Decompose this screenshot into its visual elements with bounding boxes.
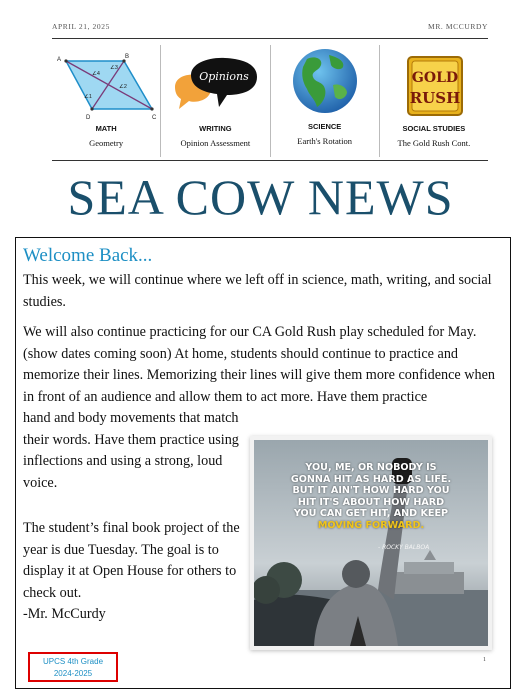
angle-4-label: ∠4 [92,71,100,77]
parallelogram-diagram-icon [52,53,161,121]
globe-icon [271,45,380,117]
subject-writing [161,45,270,157]
subject-social-studies [380,45,488,157]
gold-rush-logo-icon [380,51,489,123]
quote-line: HIT IT'S ABOUT HOW HARD [297,496,445,508]
angle-2-label: ∠2 [119,84,127,90]
opinions-bubble-text: Opinions [199,70,250,83]
subjects-row [52,45,488,157]
newsletter-masthead: SEA COW NEWS [67,169,454,225]
rush-logo-text: RUSH [409,89,461,107]
signature: -Mr. McCurdy [23,606,106,622]
article-paragraph-3: hand and body movements that match their words. Have them practice using inflections and using a strong, loud voice. [23,410,239,491]
class-label-line2: 2024-2025 [53,669,93,678]
article-paragraph-2: We will also continue practicing for our CA Gold Rush play scheduled for May. (show dates coming soon) At home, students should continue to practice and memorize their lines. Memorizing their lines will give them more confidence when in front of an audience and allow them to act more. Have them practice [23,324,495,405]
subject-topic: Geometry [89,138,124,148]
subject-name: MATH [95,124,117,133]
quote-line: YOU CAN GET HIT, AND KEEP [293,508,449,519]
vertex-c-label: C [152,115,157,121]
book-project-text: The student’s final book project of the year is due Tuesday. The goal is to display it at Open House for others to check out. [23,520,240,601]
class-label-box [28,652,118,682]
quote-line: BUT IT AIN'T HOW HARD YOU [292,485,450,496]
quote-line: YOU, ME, OR NOBODY IS [305,462,437,473]
quote-attribution: - ROCKY BALBOA [378,544,430,551]
article-paragraph-1: This week, we will continue where we left off in science, math, writing, and social studies. [23,272,492,310]
subject-topic: The Gold Rush Cont. [397,138,471,148]
vertex-d-label: D [86,115,91,121]
motivational-quote-photo [250,436,492,650]
subject-topic: Earth's Rotation [297,136,352,146]
gold-logo-text: GOLD [411,70,458,86]
speech-bubbles-icon [161,51,270,119]
article-heading: Welcome Back... [23,245,153,266]
issue-date: APRIL 21, 2025 [52,22,110,31]
masthead-divider [52,160,488,161]
header-meta [52,22,488,31]
angle-3-label: ∠3 [110,65,118,71]
article-paragraph-4 [23,518,248,626]
subject-name: SCIENCE [307,122,342,131]
subject-science [271,45,380,157]
subject-name: SOCIAL STUDIES [402,124,466,133]
class-label-line1: UPCS 4th Grade [42,657,104,666]
quote-line: GONNA HIT AS HARD AS LIFE. [290,473,452,485]
subject-topic: Opinion Assessment [180,138,251,148]
page-number: 1 [483,657,486,663]
top-divider [52,38,488,39]
subject-math [52,45,161,157]
angle-1-label: ∠1 [84,94,92,100]
vertex-a-label: A [57,57,62,63]
author-name: MR. MCCURDY [428,22,488,31]
quote-line: MOVING FORWARD. [317,519,425,531]
quote-text [254,462,488,531]
subject-name: WRITING [199,124,232,133]
vertex-b-label: B [125,54,130,60]
